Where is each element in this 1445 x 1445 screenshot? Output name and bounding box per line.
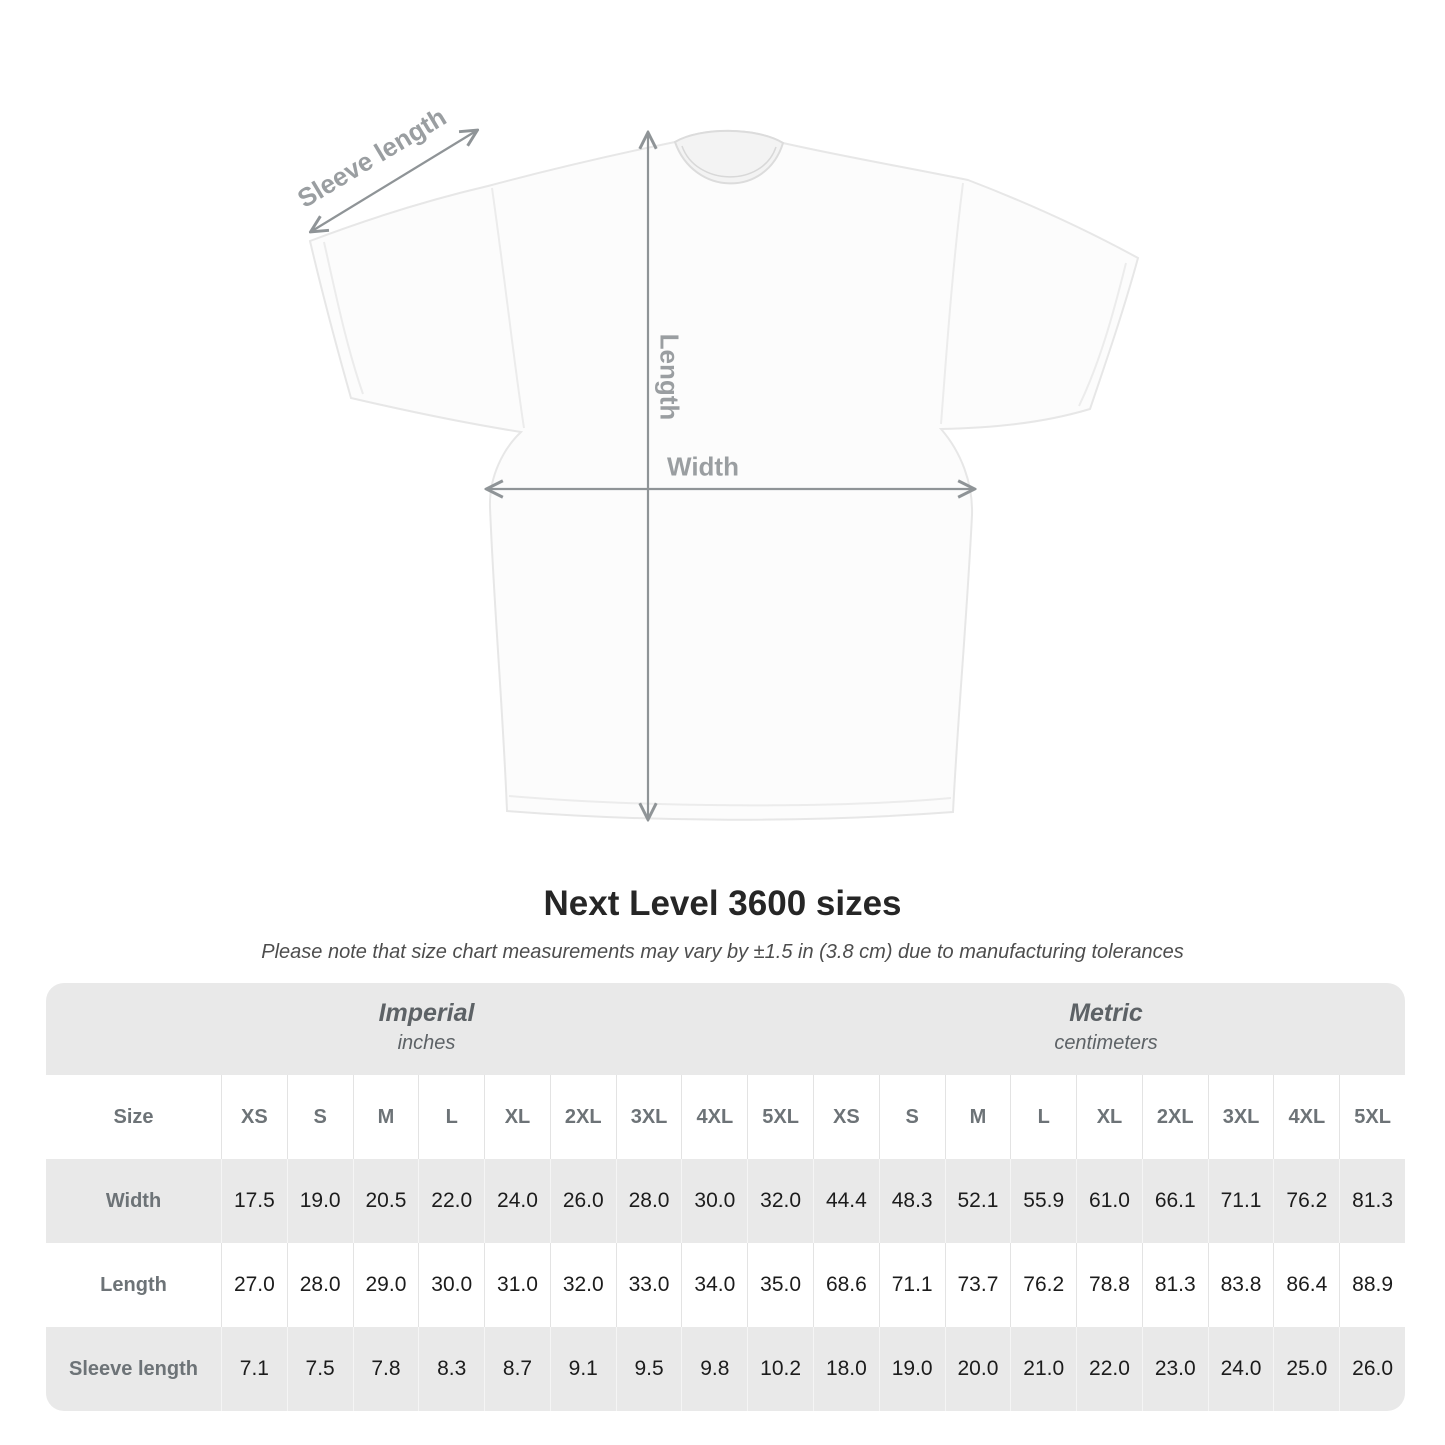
measurement-value: 19.0 bbox=[287, 1159, 353, 1243]
size-col-metric-3xl: 3XL bbox=[1208, 1075, 1274, 1159]
size-table bbox=[46, 983, 1405, 1411]
table-row-sleeve-length bbox=[46, 1327, 1405, 1411]
size-col-metric-xl: XL bbox=[1076, 1075, 1142, 1159]
measurement-value: 48.3 bbox=[879, 1159, 945, 1243]
row-label: Length bbox=[100, 1273, 167, 1296]
measurement-value: 7.5 bbox=[287, 1327, 353, 1411]
measurement-value: 9.1 bbox=[550, 1327, 616, 1411]
measurement-value: 44.4 bbox=[813, 1159, 879, 1243]
measurement-value: 22.0 bbox=[1076, 1327, 1142, 1411]
unit-header-band bbox=[46, 983, 1405, 1075]
imperial-unit: inches bbox=[397, 1032, 456, 1054]
page-title: Next Level 3600 sizes bbox=[543, 884, 902, 923]
row-label: Width bbox=[105, 1189, 162, 1212]
measurement-value: 35.0 bbox=[747, 1243, 813, 1327]
measurement-value: 29.0 bbox=[353, 1243, 419, 1327]
measurement-value: 33.0 bbox=[616, 1243, 682, 1327]
size-col-imperial-2xl: 2XL bbox=[550, 1075, 616, 1159]
measurement-value: 78.8 bbox=[1076, 1243, 1142, 1327]
measurement-value: 81.3 bbox=[1142, 1243, 1208, 1327]
measurement-value: 9.5 bbox=[616, 1327, 682, 1411]
metric-unit: centimeters bbox=[1054, 1032, 1158, 1054]
measurement-value: 7.1 bbox=[221, 1327, 287, 1411]
measurement-value: 76.2 bbox=[1010, 1243, 1076, 1327]
measurement-value: 86.4 bbox=[1273, 1243, 1339, 1327]
measurement-value: 81.3 bbox=[1339, 1159, 1405, 1243]
measurement-value: 24.0 bbox=[484, 1159, 550, 1243]
measurement-value: 9.8 bbox=[681, 1327, 747, 1411]
measurement-value: 21.0 bbox=[1010, 1327, 1076, 1411]
measurement-value: 61.0 bbox=[1076, 1159, 1142, 1243]
size-col-imperial-3xl: 3XL bbox=[616, 1075, 682, 1159]
size-col-imperial-4xl: 4XL bbox=[681, 1075, 747, 1159]
measurement-value: 34.0 bbox=[681, 1243, 747, 1327]
size-col-imperial-xl: XL bbox=[484, 1075, 550, 1159]
measurement-value: 88.9 bbox=[1339, 1243, 1405, 1327]
measurement-value: 52.1 bbox=[945, 1159, 1011, 1243]
tolerance-note: Please note that size chart measurements may vary by ±1.5 in (3.8 cm) due to manufacturing tolerances bbox=[261, 941, 1184, 963]
size-col-imperial-s: S bbox=[287, 1075, 353, 1159]
measurement-value: 30.0 bbox=[418, 1243, 484, 1327]
measurement-value: 20.0 bbox=[945, 1327, 1011, 1411]
size-col-imperial-m: M bbox=[353, 1075, 419, 1159]
size-col-metric-4xl: 4XL bbox=[1273, 1075, 1339, 1159]
measurement-value: 73.7 bbox=[945, 1243, 1011, 1327]
measurement-value: 27.0 bbox=[221, 1243, 287, 1327]
imperial-header bbox=[46, 996, 807, 1056]
measurement-value: 20.5 bbox=[353, 1159, 419, 1243]
measurement-value: 23.0 bbox=[1142, 1327, 1208, 1411]
size-col-metric-l: L bbox=[1010, 1075, 1076, 1159]
size-col-metric-xs: XS bbox=[813, 1075, 879, 1159]
width-label: Width bbox=[667, 451, 739, 482]
table-row-width bbox=[46, 1159, 1405, 1243]
measurement-value: 31.0 bbox=[484, 1243, 550, 1327]
size-col-metric-2xl: 2XL bbox=[1142, 1075, 1208, 1159]
row-label: Sleeve length bbox=[69, 1357, 198, 1380]
measurement-value: 18.0 bbox=[813, 1327, 879, 1411]
measurement-value: 26.0 bbox=[1339, 1327, 1405, 1411]
imperial-heading: Imperial bbox=[378, 999, 475, 1027]
size-col-metric-5xl: 5XL bbox=[1339, 1075, 1405, 1159]
measurement-value: 7.8 bbox=[353, 1327, 419, 1411]
measurement-value: 68.6 bbox=[813, 1243, 879, 1327]
table-row-length bbox=[46, 1243, 1405, 1327]
size-col-metric-m: M bbox=[945, 1075, 1011, 1159]
measurement-value: 22.0 bbox=[418, 1159, 484, 1243]
measurement-value: 17.5 bbox=[221, 1159, 287, 1243]
size-col-imperial-xs: XS bbox=[221, 1075, 287, 1159]
measurement-value: 28.0 bbox=[287, 1243, 353, 1327]
measurement-value: 32.0 bbox=[747, 1159, 813, 1243]
size-table-grid bbox=[46, 1075, 1405, 1411]
measurement-value: 10.2 bbox=[747, 1327, 813, 1411]
metric-heading: Metric bbox=[1069, 999, 1143, 1027]
measurement-value: 30.0 bbox=[681, 1159, 747, 1243]
measurement-value: 26.0 bbox=[550, 1159, 616, 1243]
size-col-imperial-5xl: 5XL bbox=[747, 1075, 813, 1159]
measurement-value: 8.3 bbox=[418, 1327, 484, 1411]
measurement-value: 66.1 bbox=[1142, 1159, 1208, 1243]
size-col-metric-s: S bbox=[879, 1075, 945, 1159]
metric-header bbox=[807, 996, 1405, 1056]
size-header-row bbox=[46, 1075, 1405, 1159]
measurement-value: 28.0 bbox=[616, 1159, 682, 1243]
measurement-value: 25.0 bbox=[1273, 1327, 1339, 1411]
size-col-imperial-l: L bbox=[418, 1075, 484, 1159]
measurement-value: 8.7 bbox=[484, 1327, 550, 1411]
measurement-value: 55.9 bbox=[1010, 1159, 1076, 1243]
measurement-value: 76.2 bbox=[1273, 1159, 1339, 1243]
measurement-value: 32.0 bbox=[550, 1243, 616, 1327]
measurement-value: 71.1 bbox=[1208, 1159, 1274, 1243]
measurement-value: 83.8 bbox=[1208, 1243, 1274, 1327]
sleeve-length-label: Sleeve length bbox=[292, 101, 452, 214]
measurement-value: 19.0 bbox=[879, 1327, 945, 1411]
size-column-header: Size bbox=[113, 1105, 154, 1128]
measurement-value: 71.1 bbox=[879, 1243, 945, 1327]
measurement-value: 24.0 bbox=[1208, 1327, 1274, 1411]
length-label: Length bbox=[654, 333, 685, 421]
